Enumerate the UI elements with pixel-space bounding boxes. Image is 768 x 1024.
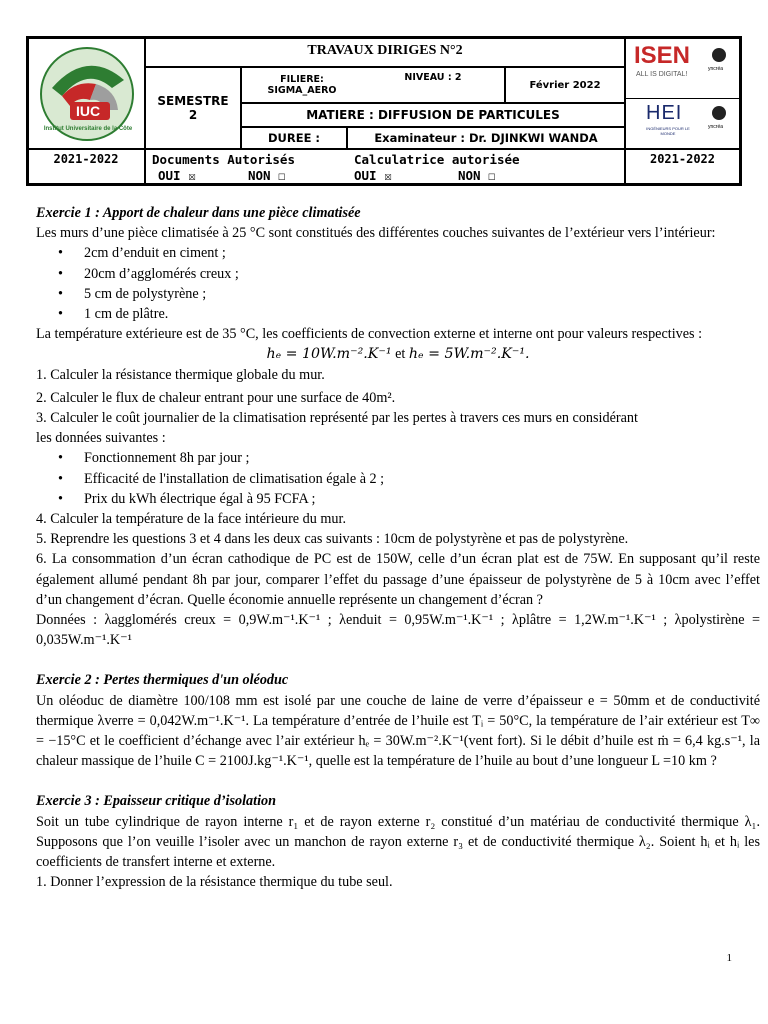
calc-oui: OUI ☒	[354, 168, 392, 183]
hei-logo	[628, 100, 738, 146]
duree: DUREE :	[267, 131, 321, 145]
filiere-value: SIGMA_AERO	[267, 85, 337, 96]
ex3-q1: 1. Donner l’expression de la résistance thermique du tube seul.	[36, 874, 393, 891]
list-item: • Efficacité de l'installation de climatisation égale à 2 ;	[84, 469, 760, 489]
niveau: NIVEAU : 2	[404, 71, 462, 83]
ex3-body: Soit un tube cylindrique de rayon interne r₁ et de rayon externe r₂ constitué d’un matériau de conductivité thermique λ₁. Supposons que l’on veuille l’isoler avec un manchon de rayon externe r₃ et de conductivité thermique λ₂. Soient hᵢ et hᵢ les coefficients de transfert interne et externe.	[36, 813, 760, 871]
ex1-intro: Les murs d’une pièce climatisée à 25 °C sont constitués des différentes couches suivantes de l’extérieur vers l’intérieur:	[36, 225, 716, 242]
isen-tagline: ALL IS DIGITAL!	[636, 71, 688, 78]
calc-label: Calculatrice autorisée	[354, 152, 520, 167]
date: Février 2022	[529, 79, 601, 91]
semester	[146, 66, 240, 150]
docs-non: NON ☐	[248, 168, 286, 183]
ex1-layers-list	[36, 243, 760, 324]
and-word: et	[391, 346, 409, 363]
isen-logo-text: ISEN	[634, 42, 691, 69]
matiere: MATIERE : DIFFUSION DE PARTICULES	[306, 108, 560, 122]
ex1-q1: 1. Calculer la résistance thermique globale du mur.	[36, 366, 325, 383]
hi-formula: hₑ = 5W.m⁻².K⁻¹.	[408, 346, 530, 363]
list-item: • 5 cm de polystyrène ;	[84, 284, 760, 304]
ex1-q3b: les données suivantes :	[36, 430, 166, 447]
td-title: TRAVAUX DIRIGES N°2	[307, 43, 463, 58]
list-item: • 20cm d’agglomérés creux ;	[84, 264, 760, 284]
ex3-title: Exercie 3 : Epaisseur critique d’isolation	[36, 793, 277, 810]
list-item: • Fonctionnement 8h par jour ;	[84, 448, 760, 468]
ex2-title: Exercie 2 : Pertes thermiques d'un oléoduc	[36, 672, 289, 689]
ex2-body: Un oléoduc de diamètre 100/108 mm est isolé par une couche de laine de verre d’épaisseur e = 50mm et de conductivité thermique λverre = 0,042W.m⁻¹.K⁻¹. La température d’entrée de l’huile est Tᵢ = 50°C, la température de l’air extérieur est T∞ = −15°C et le coefficient d’échange avec l’air extérieur hₑ = 30W.m⁻².K⁻¹(vent fort). Si le débit d’huile est ṁ = 6,4 kg.s⁻¹, la chaleur massique de l’huile C = 2100J.kg⁻¹.K⁻¹, quelle est la température de l’huile au bout d’une longueur L =10 km ?	[36, 692, 760, 770]
exam-header	[26, 36, 742, 186]
yncrea-icon-2	[712, 106, 726, 120]
ex1-q4: 4. Calculer la température de la face intérieure du mur.	[36, 511, 347, 528]
he-formula: hₑ = 10W.m⁻².K⁻¹	[266, 346, 392, 363]
ex1-q6: 6. La consommation d’un écran cathodique de PC est de 150W, celle d’un écran plat est de 75W. En supposant qu’il reste également allumé pendant 8h par jour, comparer l’effet du passage d’une épaisseur de polystyrène de 5 à 10cm avec l’effet d’un changement d’écran. Quelle économie annuelle représente un changement d’écran ?	[36, 551, 760, 608]
examinateur: Examinateur : Dr. DJINKWI WANDA	[374, 131, 598, 145]
semester-label: SEMESTRE	[157, 94, 229, 108]
isen-logo	[628, 40, 738, 96]
ex1-q3a: 3. Calculer le coût journalier de la climatisation représenté par les pertes à travers ces murs en considérant	[36, 410, 638, 427]
year-left: 2021-2022	[53, 152, 119, 166]
exercise-body	[36, 203, 760, 893]
hei-logo-text: HEI	[646, 102, 683, 124]
filiere	[242, 68, 362, 102]
yncrea-icon	[712, 48, 726, 62]
docs-oui: OUI ☒	[158, 168, 196, 183]
ex1-data-list	[36, 448, 760, 509]
yncrea-label-1: yncréa	[708, 66, 724, 72]
ex1-donnees: Données : λagglomérés creux = 0,9W.m⁻¹.K⁻¹ ; λenduit = 0,95W.m⁻¹.K⁻¹ ; λplâtre = 1,2W.m⁻¹.K⁻¹ ; λpolystirène = 0,035W.m⁻¹.K⁻¹	[36, 612, 760, 649]
iuc-logo-text: IUC	[76, 103, 101, 119]
semester-value: 2	[188, 108, 198, 122]
ex1-title: Exercie 1 : Apport de chaleur dans une pièce climatisée	[36, 205, 361, 221]
calc-non: NON ☐	[458, 168, 496, 183]
iuc-logo-caption: Institut Universitaire de la Côte	[43, 126, 133, 132]
hei-tagline: INGÉNIEURS POUR LE MONDE	[646, 126, 690, 136]
ex1-coefficients	[36, 344, 760, 364]
ex1-q5: 5. Reprendre les questions 3 et 4 dans les deux cas suivants : 10cm de polystyrène et pas de polystyrène.	[36, 531, 629, 548]
page-number: 1	[726, 952, 732, 964]
yncrea-label-2: yncréa	[708, 124, 724, 130]
docs-label: Documents Autorisés	[152, 152, 295, 167]
list-item: • 1 cm de plâtre.	[84, 304, 760, 324]
list-item: • Prix du kWh électrique égal à 95 FCFA ;	[84, 489, 760, 509]
filiere-label: FILIERE:	[280, 74, 324, 85]
ex1-q2: 2. Calculer le flux de chaleur entrant pour une surface de 40m².	[36, 389, 396, 406]
ex1-temp: La température extérieure est de 35 °C, les coefficients de convection externe et interne ont pour valeurs respectives :	[36, 326, 703, 343]
list-item: • 2cm d’enduit en ciment ;	[84, 243, 760, 263]
iuc-logo	[32, 40, 142, 146]
year-right: 2021-2022	[649, 152, 716, 166]
